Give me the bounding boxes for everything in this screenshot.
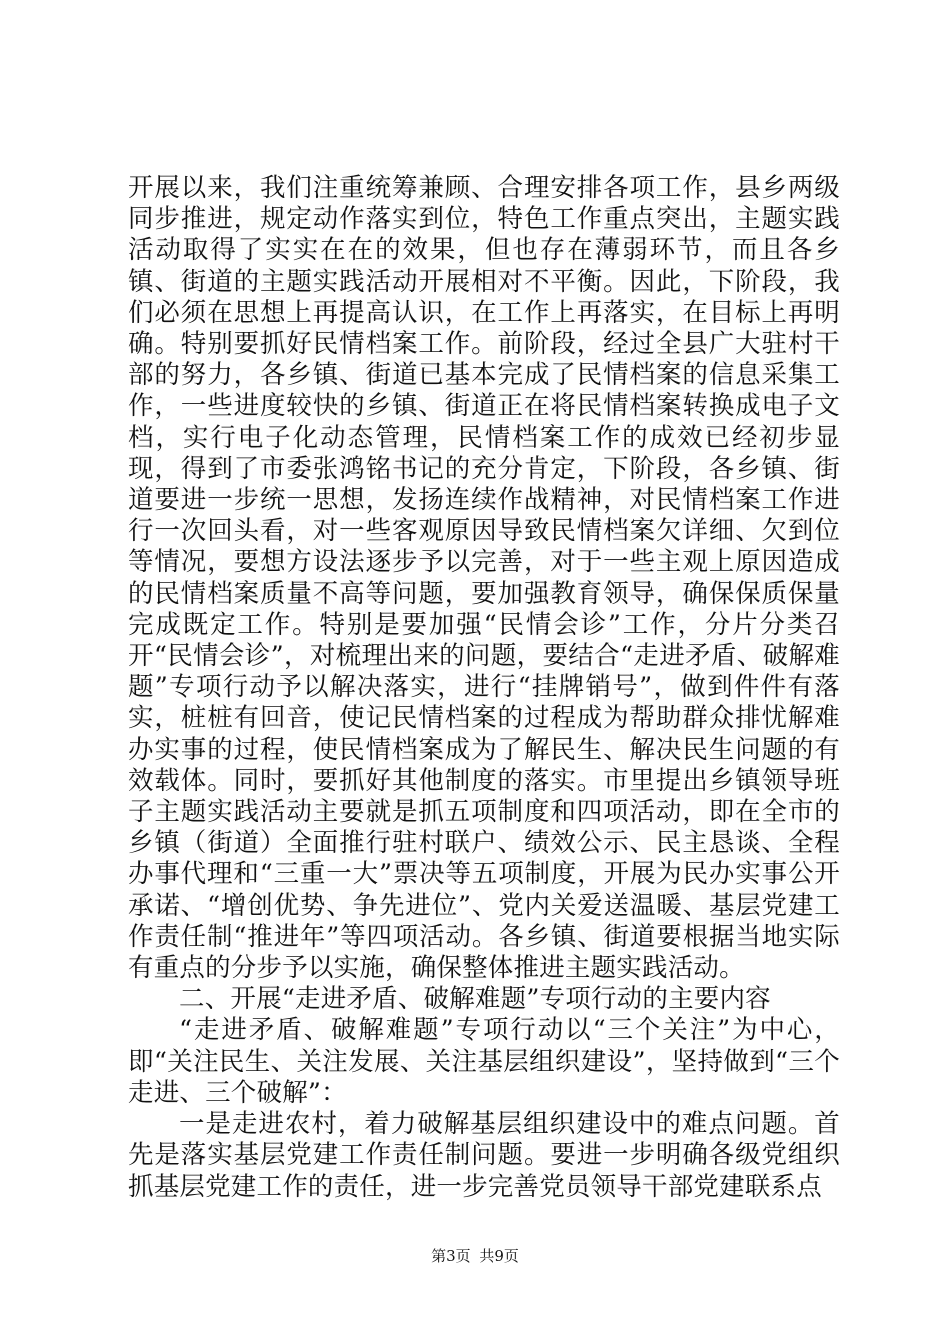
document-body [128, 173, 840, 1203]
page-number: 第3页 [431, 1247, 471, 1265]
section-heading: 二、开展“走进矛盾、破解难题”专项行动的主要内容 [179, 984, 771, 1015]
page-total: 共9页 [479, 1247, 519, 1265]
paragraph-2: “走进矛盾、破解难题”专项行动以“三个关注”为中心，即“关注民生、关注发展、关注基层组织建设”，坚持做到“三个走进、三个破解”： [128, 1015, 840, 1108]
paragraph-1: 开展以来，我们注重统筹兼顾、合理安排各项工作，县乡两级同步推进，规定动作落实到位，特色工作重点突出，主题实践活动取得了实实在在的效果，但也存在薄弱环节，而且各乡镇、街道的主题实践活动开展相对不平衡。因此，下阶段，我们必须在思想上再提高认识，在工作上再落实，在目标上再明确。特别要抓好民情档案工作。前阶段，经过全县广大驻村干部的努力，各乡镇、街道已基本完成了民情档案的信息采集工作，一些进度较快的乡镇、街道正在将民情档案转换成电子文档，实行电子化动态管理，民情档案工作的成效已经初步显现，得到了市委张鸿铭书记的充分肯定，下阶段，各乡镇、街道要进一步统一思想，发扬连续作战精神，对民情档案工作进行一次回头看，对一些客观原因导致民情档案欠详细、欠到位等情况，要想方设法逐步予以完善，对于一些主观上原因造成的民情档案质量不高等问题，要加强教育领导，确保保质保量完成既定工作。特别是要加强“民情会诊”工作，分片分类召开“民情会诊”，对梳理出来的问题，要结合“走进矛盾、破解难题”专项行动予以解决落实，进行“挂牌销号”，做到件件有落实，桩桩有回音，使记民情档案的过程成为帮助群众排忧解难办实事的过程，使民情档案成为了解民生、解决民生问题的有效载体。同时，要抓好其他制度的落实。市里提出乡镇领导班子主题实践活动主要就是抓五项制度和四项活动，即在全市的乡镇（街道）全面推行驻村联户、绩效公示、民主恳谈、全程办事代理和“三重一大”票决等五项制度，开展为民办实事公开承诺、“增创优势、争先进位”、党内关爱送温暖、基层党建工作责任制“推进年”等四项活动。各乡镇、街道要根据当地实际有重点的分步予以实施，确保整体推进主题实践活动。 [128, 173, 840, 984]
page-footer [0, 1246, 950, 1266]
paragraph-3: 一是走进农村，着力破解基层组织建设中的难点问题。首先是落实基层党建工作责任制问题。要进一步明确各级党组织抓基层党建工作的责任，进一步完善党员领导干部党建联系点 [128, 1109, 840, 1202]
